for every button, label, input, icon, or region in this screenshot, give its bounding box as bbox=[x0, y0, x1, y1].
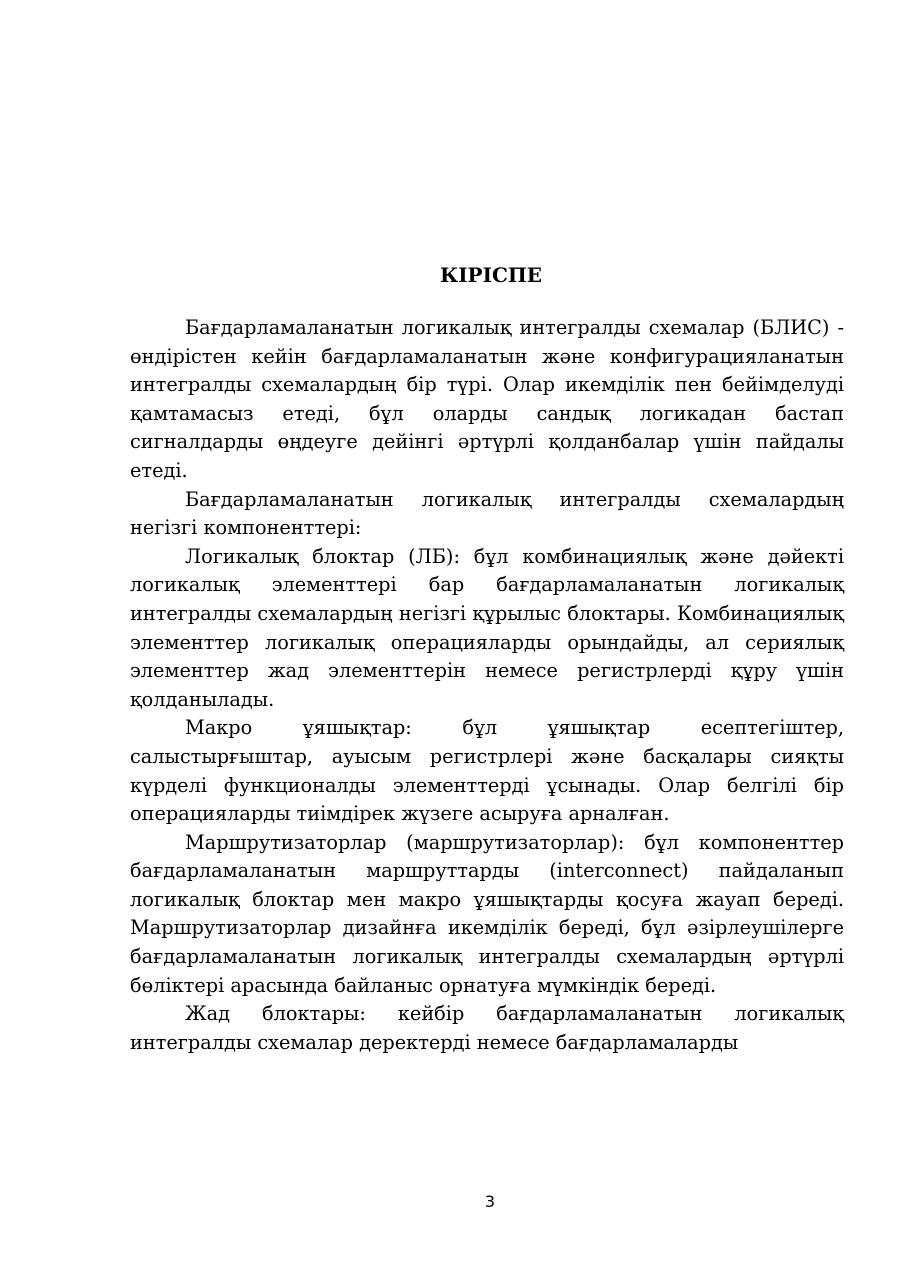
paragraph-intro: Бағдарламаланатын логикалық интегралды схемалар (БЛИС) - өндірістен кейін бағдарламаланатын және конфигурацияланатын интегралды схемалардың бір түрі. Олар икемділік пен бейімделуді қамтамасыз етеді, бұл оларды сандық логикадан бастап сигналдарды өңдеуге дейінгі әртүрлі қолданбалар үшін пайдалы етеді. bbox=[130, 316, 844, 482]
paragraph-macro-cells: Макро ұяшықтар: бұл ұяшықтар есептегіштер, салыстырғыштар, ауысым регистрлері және басқалары сияқты күрделі функционалды элементтерді ұсынады. Олар белгілі бір операцияларды тиімдірек жүзеге асыруға арналған. bbox=[130, 716, 844, 826]
paragraph-logic-blocks: Логикалық блоктар (ЛБ): бұл комбинациялық және дәйекті логикалық элементтері бар бағдарламаланатын логикалық интегралды схемалардың негізгі құрылыс блоктары. Комбинациялық элементтер логикалық операцияларды орындайды, ал сериялық элементтер жад элементтерін немесе регистрлерді құру үшін қолданылады. bbox=[130, 544, 844, 711]
section-title: КІРІСПЕ bbox=[440, 263, 542, 287]
paragraph-routers: Маршрутизаторлар (маршрутизаторлар): бұл компоненттер бағдарламаланатын маршруттарды (interconnect) пайдаланып логикалық блоктар мен макро ұяшықтарды қосуға жауап береді. Маршрутизаторлар дизайнға икемділік береді, бұл әзірлеушілерге бағдарламаланатын логикалық интегралды схемалардың әртүрлі бөліктері арасында байланыс орнатуға мүмкіндік береді. bbox=[130, 830, 844, 997]
paragraph-memory-blocks: Жад блоктары: кейбір бағдарламаланатын логикалық интегралды схемалар деректерді немесе бағдарламаларды bbox=[130, 1002, 844, 1054]
page-body bbox=[130, 258, 844, 1057]
paragraph-components-heading: Бағдарламаланатын логикалық интегралды схемалардың негізгі компоненттері: bbox=[130, 487, 844, 540]
page-number: 3 bbox=[484, 1192, 496, 1211]
